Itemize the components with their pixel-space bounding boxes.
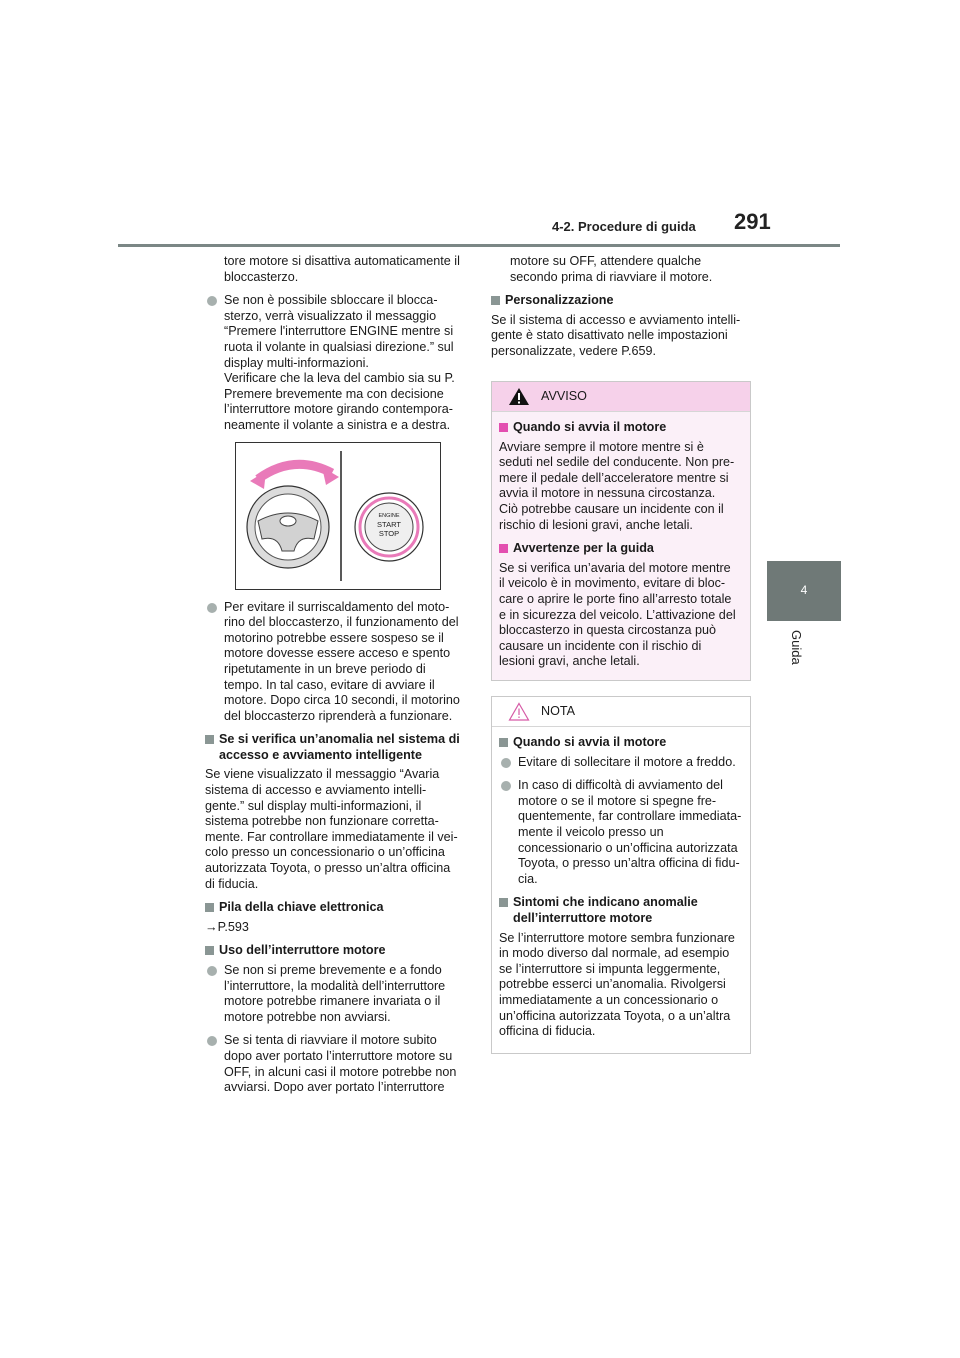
heading-text: Personalizzazione xyxy=(505,293,614,308)
heading-text: Pila della chiave elettronica xyxy=(219,900,384,915)
warning-triangle-icon xyxy=(508,387,530,406)
text-line: officina di fiducia. xyxy=(499,1024,596,1039)
text-line: motore su OFF, attendere qualche xyxy=(510,254,702,268)
header-rule xyxy=(118,244,840,247)
text-line: Se si verifica un’anomalia nel sistema di xyxy=(219,732,460,747)
bullet-icon xyxy=(207,966,217,976)
text-line: avviarsi. Dopo aver portato l’interruttore xyxy=(224,1080,445,1095)
text-line: quentemente, far controllare immediata- xyxy=(518,809,742,824)
text-line: care o aprire le porte fino all’arresto totale xyxy=(499,591,732,606)
list-item xyxy=(205,293,468,433)
text-line: Se l’interruttore motore sembra funzionare xyxy=(499,930,735,945)
square-bullet-icon xyxy=(499,423,508,432)
text-line: display multi-informazioni. xyxy=(224,355,369,370)
heading-text: Uso dell’interruttore motore xyxy=(219,943,386,958)
heading-text: Avvertenze per la guida xyxy=(513,541,654,556)
note-box xyxy=(491,696,751,1054)
text-line: rischio di lesioni gravi, anche letali. xyxy=(499,517,693,532)
text-line: mente. Far controllare immediatamente il vei- xyxy=(205,829,458,844)
bullet-icon xyxy=(501,781,511,791)
text-line: ripetutamente in un breve periodo di xyxy=(224,661,426,676)
text-line: Sintomi che indicano anomalie xyxy=(513,895,698,910)
square-bullet-icon xyxy=(499,544,508,553)
continuation-text: tore motore si disattiva automaticamente il bloccasterzo. xyxy=(224,254,460,284)
bullet-icon xyxy=(207,1036,217,1046)
text-line: Toyota, o presso un’altra officina di fidu- xyxy=(518,856,740,871)
warning-box xyxy=(491,381,751,681)
text-line: potrebbe esserci un’anomalia. Rivolgersi xyxy=(499,977,726,992)
chapter-tab xyxy=(767,561,841,621)
bullet-text xyxy=(224,293,468,433)
engine-start-button-icon xyxy=(355,493,423,561)
text-line: Per evitare il surriscaldamento del moto- xyxy=(224,599,450,614)
text-line: sterzo, verrà visualizzato il messaggio xyxy=(224,308,437,323)
section-heading xyxy=(499,420,742,436)
text-line: immediatamente a un concessionario o xyxy=(499,992,719,1007)
text-line: causare un incidente con il rischio di xyxy=(499,638,702,653)
heading-text: Quando si avvia il motore xyxy=(513,735,667,749)
text-line: personalizzate, vedere P.659. xyxy=(491,343,656,358)
caution-triangle-icon xyxy=(508,702,530,721)
square-bullet-icon xyxy=(205,903,214,912)
text-line: motore dovesse essere acceso e spento xyxy=(224,646,451,661)
text-line: ruota il volante in qualsiasi direzione.” sul xyxy=(224,339,454,354)
steering-figure xyxy=(235,442,441,590)
heading-text: Quando si avvia il motore xyxy=(513,420,667,434)
warning-header xyxy=(492,382,750,412)
text-line: concessionario o un’officina autorizzata xyxy=(518,840,738,855)
text-line: Se il sistema di accesso e avviamento intelli- xyxy=(491,312,741,327)
list-item xyxy=(205,1033,468,1095)
section-heading xyxy=(499,895,742,926)
square-bullet-icon xyxy=(499,898,508,907)
rotate-arrow-icon xyxy=(258,464,332,479)
text-line: accesso e avviamento intelligente xyxy=(219,747,422,762)
square-bullet-icon xyxy=(499,738,508,747)
text-line: lesioni gravi, anche letali. xyxy=(499,654,640,669)
section-heading xyxy=(205,732,468,763)
text-line: cia. xyxy=(518,871,538,886)
bullet-text xyxy=(224,600,468,725)
list-item xyxy=(499,778,742,887)
steering-wheel-illustration xyxy=(236,443,440,589)
bullet-text: Evitare di sollecitare il motore a freddo. xyxy=(518,754,736,769)
text-line: Se si tenta di riavviare il motore subito xyxy=(224,1033,437,1048)
list-item xyxy=(205,600,468,725)
chapter-number: 4 xyxy=(800,583,808,597)
square-bullet-icon xyxy=(491,296,500,305)
bullet-icon xyxy=(207,603,217,613)
left-column xyxy=(205,254,468,1104)
text-line: sistema di accesso e avviamento intelli- xyxy=(205,783,427,798)
section-heading xyxy=(491,293,750,309)
section-heading xyxy=(205,900,468,916)
bullet-text xyxy=(224,963,468,1025)
list-item xyxy=(499,755,742,771)
steering-wheel-icon xyxy=(247,486,329,568)
text-line: bloccasterzo in questa circostanza può xyxy=(499,623,717,638)
text-line: sistema potrebbe non funzionare corretta- xyxy=(205,814,439,829)
text-line: mente il veicolo presso un xyxy=(518,824,664,839)
note-header xyxy=(492,697,750,727)
text-line: avvia il motore in nessuna circostanza. xyxy=(499,486,716,501)
paragraph xyxy=(499,931,742,1040)
text-line: in modo diverso dal normale, ad esempio xyxy=(499,946,730,961)
chapter-label-text: Guida xyxy=(789,630,804,665)
text-line: In caso di difficoltà di avviamento del xyxy=(518,778,723,793)
paragraph xyxy=(499,561,742,670)
text-line: tempo. In tal caso, evitare di avviare il xyxy=(224,677,435,692)
paragraph xyxy=(491,313,750,360)
button-line-start: START xyxy=(377,519,401,529)
section-heading xyxy=(205,943,468,959)
text-line: Se non si preme brevemente e a fondo xyxy=(224,963,442,977)
square-bullet-icon xyxy=(205,735,214,744)
text-line: motore o se il motore si spegne fre- xyxy=(518,793,717,808)
square-bullet-icon xyxy=(205,946,214,955)
page-reference[interactable]: →P.593 xyxy=(205,919,249,934)
heading-text xyxy=(513,895,742,926)
text-line: l’interruttore motore girando contempora- xyxy=(224,402,453,417)
bullet-text xyxy=(224,1033,468,1095)
bullet-icon xyxy=(501,758,511,768)
note-label: NOTA xyxy=(541,704,576,718)
section-heading xyxy=(499,541,742,557)
text-line: se l’interruttore si impunta leggermente, xyxy=(499,961,721,976)
bullet-text xyxy=(518,778,742,887)
text-line: neamente il volante a sinistra e a destra. xyxy=(224,417,451,432)
text-line: “Premere l'interruttore ENGINE mentre si xyxy=(224,324,454,339)
text-line: motore. Dopo circa 10 secondi, il motorino xyxy=(224,693,460,708)
text-line: un’officina autorizzata Toyota, o a un’altra xyxy=(499,1008,731,1023)
text-line: Premere brevemente ma con decisione xyxy=(224,386,444,401)
chapter-label xyxy=(772,630,832,690)
text-line: colo presso un concessionario o un’officina xyxy=(205,845,445,860)
list-item xyxy=(205,963,468,1025)
text-line: del bloccasterzo riprenderà a funzionare. xyxy=(224,708,453,723)
text-line: secondo prima di riavviare il motore. xyxy=(510,269,713,284)
text-line: Se viene visualizzato il messaggio “Avaria xyxy=(205,767,440,782)
text-line: seduti nel sedile del conducente. Non pre- xyxy=(499,455,735,470)
text-line: gente.” sul display multi-informazioni, il xyxy=(205,798,422,813)
text-line: Verificare che la leva del cambio sia su P. xyxy=(224,371,455,386)
section-title: 4-2. Procedure di guida xyxy=(552,219,696,234)
warning-label: AVVISO xyxy=(541,389,587,403)
text-line: gente è stato disattivato nelle impostazioni xyxy=(491,328,728,343)
button-line-engine: ENGINE xyxy=(378,512,400,519)
text-line: dopo aver portato l’interruttore motore su xyxy=(224,1048,453,1063)
page-number: 291 xyxy=(734,209,771,234)
text-line: dell’interruttore motore xyxy=(513,910,653,925)
text-line: motore potrebbe rimanere invariata o il xyxy=(224,994,441,1009)
text-line: e in sicurezza del veicolo. L’attivazione del xyxy=(499,607,736,622)
text-line: OFF, in alcuni casi il motore potrebbe non xyxy=(224,1064,457,1079)
button-line-stop: STOP xyxy=(378,528,400,538)
bullet-icon xyxy=(207,296,217,306)
text-line: autorizzata Toyota, o presso un’altra officina xyxy=(205,861,451,876)
text-line: Avviare sempre il motore mentre si è xyxy=(499,439,704,454)
continuation-text xyxy=(491,254,750,285)
section-heading xyxy=(499,735,742,751)
text-line: rino del bloccasterzo, il funzionamento del xyxy=(224,615,459,630)
text-line: l’interruttore, la modalità dell’interruttore xyxy=(224,978,446,993)
text-line: il veicolo è in movimento, evitare di bloc- xyxy=(499,576,726,591)
text-line: motorino potrebbe essere sospeso se il xyxy=(224,630,444,645)
paragraph xyxy=(205,767,468,892)
text-line: mere il pedale dell’acceleratore mentre si xyxy=(499,470,729,485)
right-column xyxy=(491,254,750,368)
text-line: Se non è possibile sbloccare il blocca- xyxy=(224,293,438,308)
text-line: Ciò potrebbe causare un incidente con il xyxy=(499,501,724,516)
paragraph xyxy=(499,440,742,534)
heading-text xyxy=(219,732,468,763)
text-line: di fiducia. xyxy=(205,876,259,891)
text-line: motore potrebbe non avviarsi. xyxy=(224,1009,391,1024)
text-line: Se si verifica un’avaria del motore mentre xyxy=(499,560,731,575)
